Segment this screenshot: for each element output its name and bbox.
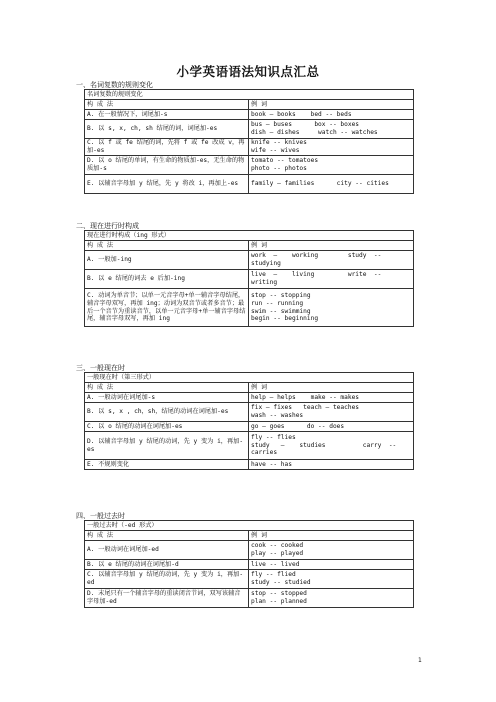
table-title-row <box>85 90 414 100</box>
header-rule: 构 成 法 <box>85 531 249 541</box>
example-line: wash -- washes <box>251 412 304 419</box>
example-line: knife -- knives <box>251 139 307 147</box>
table-title-row <box>85 373 414 383</box>
example-cell <box>249 432 414 460</box>
example-cell <box>249 393 414 403</box>
example-line: studying <box>251 260 281 267</box>
example-line: swim -- swimming <box>251 307 311 315</box>
document-title: 小学英语语法知识点汇总 <box>176 64 320 79</box>
example-cell <box>249 110 414 120</box>
example-line: begin -- beginning <box>251 315 319 323</box>
table-title-row <box>85 521 414 531</box>
example-line: writing <box>251 279 278 286</box>
example-line: fly -- flies <box>251 434 296 442</box>
example-line: help – helps make -- makes <box>251 393 360 401</box>
table-row <box>85 460 414 470</box>
table-row <box>85 432 414 460</box>
table-title: 一般过去时（-ed 形式） <box>85 521 414 531</box>
example-line: tomato -- tomatoes <box>251 157 319 165</box>
rule-cell: A. 在一般情况下，词尾加-s <box>85 110 249 120</box>
section-heading: 二、现在进行时构成 <box>76 222 139 230</box>
example-line: study – studies carry -- <box>251 441 397 449</box>
table-row <box>85 120 414 139</box>
example-line: go – goes do -- does <box>251 422 345 430</box>
table-row <box>85 110 414 120</box>
example-cell <box>249 289 414 327</box>
example-cell <box>249 251 414 270</box>
example-line: book – books bed -- beds <box>251 110 352 118</box>
section-heading: 一、名词复数的规则变化 <box>76 81 153 89</box>
example-line: bus – buses box -- boxes <box>251 121 360 129</box>
table-row <box>85 589 414 608</box>
example-cell <box>249 460 414 470</box>
example-cell <box>249 120 414 139</box>
table-row <box>85 289 414 327</box>
example-line: family – families city -- cities <box>251 180 389 188</box>
table-header-row <box>85 383 414 393</box>
example-line: fix – fixes teach – teaches <box>251 404 360 412</box>
header-example: 例 词 <box>249 531 414 541</box>
rule-cell: C. 以 o 结尾的动词在词尾加-es <box>85 422 249 432</box>
example-line: carries <box>251 449 278 457</box>
example-line: wife -- wives <box>251 147 300 154</box>
header-example: 例 词 <box>249 100 414 110</box>
section-heading: 三、一般现在时 <box>76 364 125 372</box>
header-example: 例 词 <box>249 241 414 251</box>
table-row <box>85 251 414 270</box>
example-line: play -- played <box>251 550 304 557</box>
example-cell <box>249 422 414 432</box>
example-cell <box>249 270 414 289</box>
example-cell <box>249 570 414 589</box>
rule-cell: A. 一般加-ing <box>85 251 249 270</box>
table-row <box>85 270 414 289</box>
rule-cell: C. 以辅音字母加 y 结尾的动词，先 y 变为 i，再加-ed <box>85 570 249 589</box>
example-line: dish – dishes watch -- watches <box>251 129 378 136</box>
example-cell <box>249 589 414 608</box>
example-line: live – living write -- <box>251 271 382 279</box>
rule-cell: D. 以辅音字母加 y 结尾的动词，先 y 变为 i，再加-es <box>85 432 249 460</box>
example-cell <box>249 175 414 194</box>
rule-cell: E. 不规则变化 <box>85 460 249 470</box>
example-line: cook -- cooked <box>251 542 304 550</box>
table-row <box>85 393 414 403</box>
grammar-table <box>84 89 414 194</box>
example-line: run -- running <box>251 299 304 307</box>
example-line: study -- studied <box>251 579 311 586</box>
example-line: fly -- flied <box>251 571 296 579</box>
example-line: work – working study -- <box>251 252 382 260</box>
table-title-row <box>85 231 414 241</box>
example-cell <box>249 139 414 156</box>
example-line: plan -- planned <box>251 598 307 605</box>
rule-cell: B. 以 s, x , ch，sh，结尾的动词在词尾加-es <box>85 403 249 422</box>
example-line: have -- has <box>251 460 292 468</box>
example-line: stop -- stopping <box>251 292 311 300</box>
example-line: photo -- photos <box>251 165 307 172</box>
table-row <box>85 139 414 156</box>
rule-cell: D. 末尾只有一个辅音字母的重读闭音节词，双写该辅音字母加-ed <box>85 589 249 608</box>
rule-cell: D. 以 o 结尾的单词，有生命的物质加-es，无生命的物质加-s <box>85 156 249 175</box>
grammar-table <box>84 372 414 470</box>
rule-cell: A. 一般动词在词尾加-ed <box>85 541 249 560</box>
rule-cell: A. 一般动词在词尾加-s <box>85 393 249 403</box>
example-cell <box>249 560 414 570</box>
rule-cell: C. 动词为单音节；以单一元音字母+单一辅音字母结尾，辅音字母双写，再加 ing；动词为双音节或者多音节；最后一个音节为重读音节，以单一元音字母+单一辅音字母结尾，辅音字母双写，再加 ing <box>85 289 249 327</box>
table-row <box>85 541 414 560</box>
rule-cell: E. 以辅音字母加 y 结尾，先 y 将改 i，再加上-es <box>85 175 249 194</box>
table-row <box>85 422 414 432</box>
rule-cell: B. 以 e 结尾的动词在词尾加-d <box>85 560 249 570</box>
example-cell <box>249 541 414 560</box>
table-header-row <box>85 241 414 251</box>
section-heading: 四、一般过去时 <box>76 512 125 520</box>
table-header-row <box>85 100 414 110</box>
header-rule: 构 成 法 <box>85 100 249 110</box>
grammar-table <box>84 520 414 608</box>
header-rule: 构 成 法 <box>85 241 249 251</box>
rule-cell: C. 以 f 或 fe 结尾的词，先将 f 或 fe 改成 v，再加-es <box>85 139 249 156</box>
example-line: live -- lived <box>251 560 300 568</box>
table-row <box>85 570 414 589</box>
header-rule: 构 成 法 <box>85 383 249 393</box>
table-title: 一般现在时（第三形式） <box>85 373 414 383</box>
table-row <box>85 403 414 422</box>
rule-cell: B. 以 s, x, ch, sh 结尾的词，词尾加-es <box>85 120 249 139</box>
table-row <box>85 156 414 175</box>
rule-cell: B. 以 e 结尾的词去 e 后加-ing <box>85 270 249 289</box>
example-line: stop -- stopped <box>251 590 307 598</box>
example-cell <box>249 156 414 175</box>
grammar-table <box>84 230 414 327</box>
table-row <box>85 560 414 570</box>
table-header-row <box>85 531 414 541</box>
page-number: 1 <box>418 657 422 664</box>
table-title: 现在进行时构成（ing 形式） <box>85 231 414 241</box>
header-example: 例 词 <box>249 383 414 393</box>
example-cell <box>249 403 414 422</box>
table-title: 名词复数的规则变化 <box>85 90 414 100</box>
table-row <box>85 175 414 194</box>
